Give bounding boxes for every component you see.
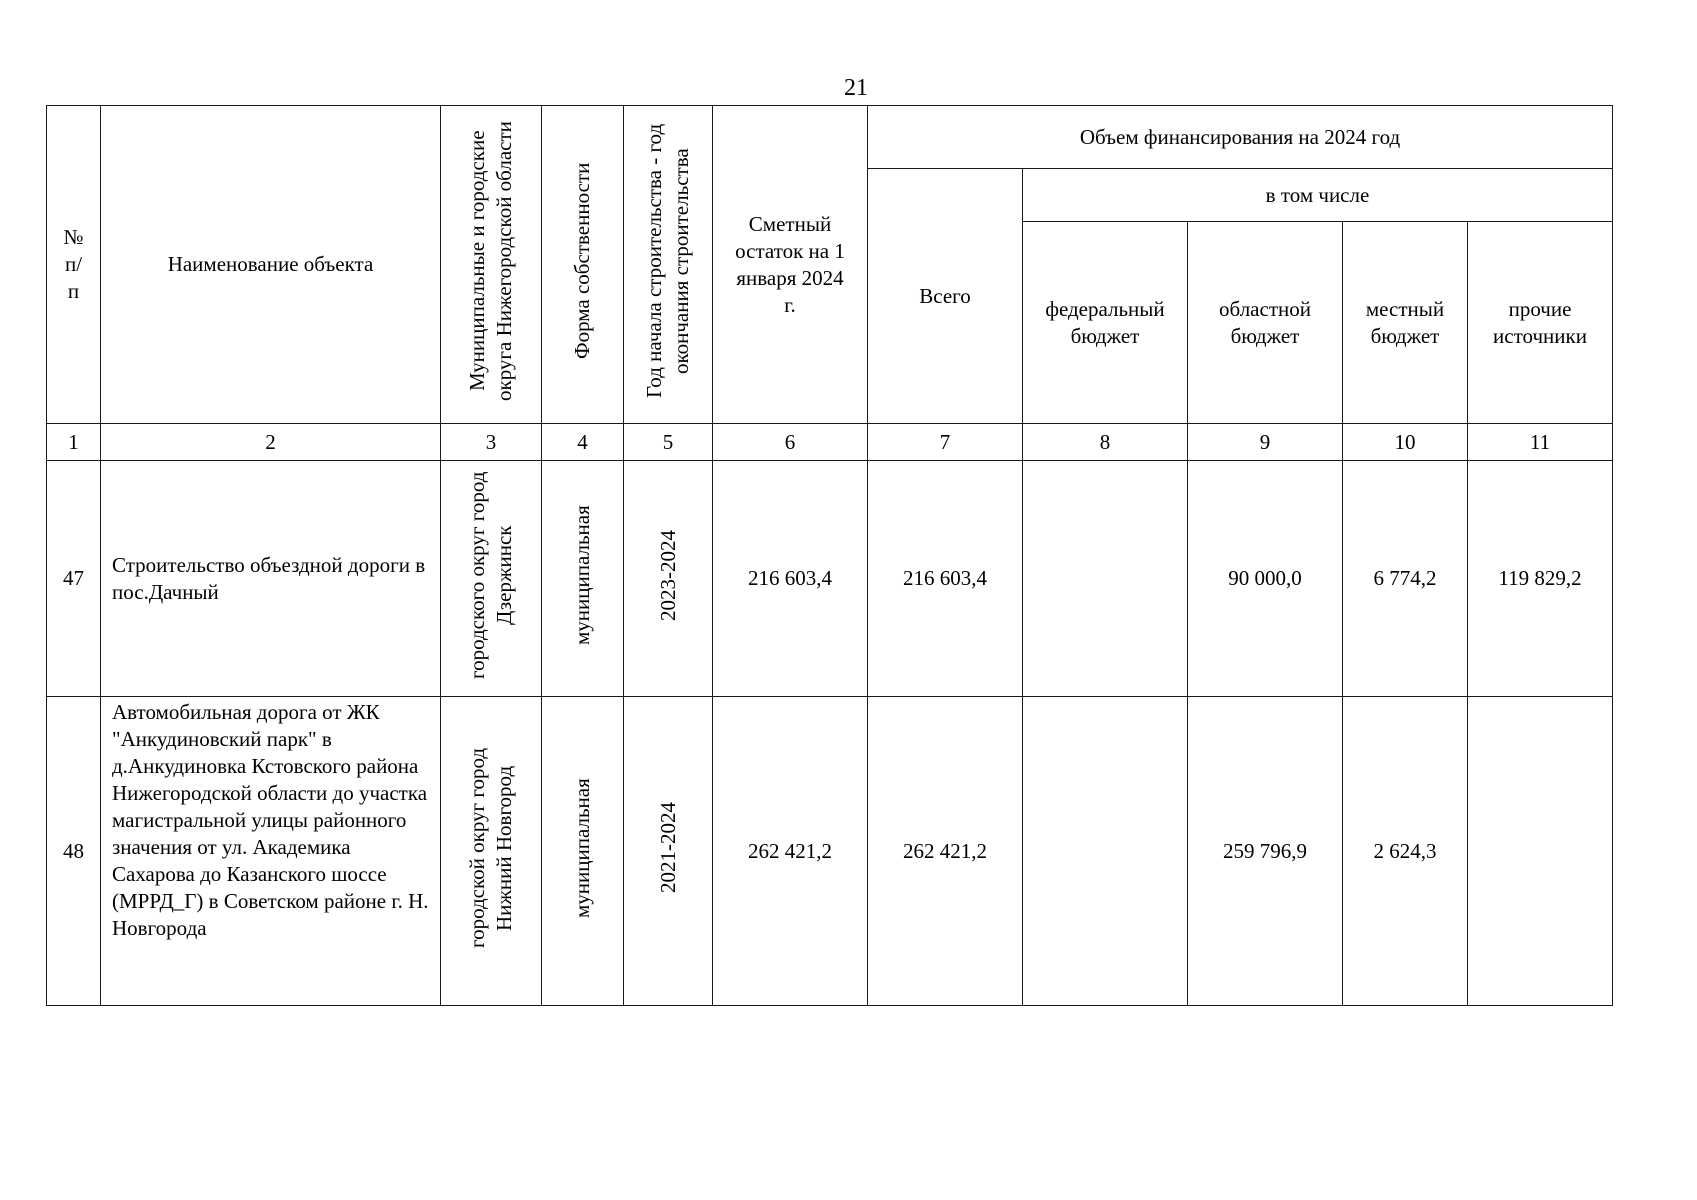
table-row — [47, 697, 1613, 1006]
ownership: муниципальная — [542, 697, 624, 1006]
construction-years: 2021-2024 — [624, 697, 713, 1006]
regional-budget: 90 000,0 — [1188, 461, 1343, 697]
federal-budget — [1023, 461, 1188, 697]
row-num: 47 — [47, 461, 101, 697]
header-name: Наименование объекта — [101, 106, 441, 424]
colnum-2: 2 — [101, 424, 441, 461]
object-name: Автомобильная дорога от ЖК "Анкудиновский парк" в д.Анкудиновка Кстовского района Нижегородской области до участка магистральной улицы районного значения от ул. Академика Сахарова до Казанского шоссе (МРРД_Г) в Советском районе г. Н. Новгорода — [101, 697, 441, 1006]
table-row — [47, 461, 1613, 697]
colnum-10: 10 — [1343, 424, 1468, 461]
page-number: 21 — [844, 75, 868, 101]
header-total: Всего — [868, 169, 1023, 424]
local-budget: 6 774,2 — [1343, 461, 1468, 697]
other-sources: 119 829,2 — [1468, 461, 1613, 697]
municipality: городского округ город Дзержинск — [441, 461, 542, 697]
federal-budget — [1023, 697, 1188, 1006]
ownership: муниципальная — [542, 461, 624, 697]
financing-table — [46, 105, 1613, 1006]
header-years: Год начала строительства - год окончания строительства — [624, 106, 713, 424]
header-local: местный бюджет — [1343, 222, 1468, 424]
construction-years: 2023-2024 — [624, 461, 713, 697]
municipality: городской округ город Нижний Новгород — [441, 697, 542, 1006]
header-other: прочие источники — [1468, 222, 1613, 424]
colnum-8: 8 — [1023, 424, 1188, 461]
other-sources — [1468, 697, 1613, 1006]
total-funding: 216 603,4 — [868, 461, 1023, 697]
estimated-balance: 262 421,2 — [713, 697, 868, 1006]
estimated-balance: 216 603,4 — [713, 461, 868, 697]
column-number-row — [47, 424, 1613, 461]
colnum-4: 4 — [542, 424, 624, 461]
object-name: Строительство объездной дороги в пос.Дачный — [101, 461, 441, 697]
colnum-7: 7 — [868, 424, 1023, 461]
header-including: в том числе — [1023, 169, 1613, 222]
colnum-11: 11 — [1468, 424, 1613, 461]
colnum-9: 9 — [1188, 424, 1343, 461]
header-federal: федеральный бюджет — [1023, 222, 1188, 424]
colnum-1: 1 — [47, 424, 101, 461]
colnum-5: 5 — [624, 424, 713, 461]
colnum-3: 3 — [441, 424, 542, 461]
header-funding-group: Объем финансирования на 2024 год — [868, 106, 1613, 169]
header-municipality: Муниципальные и городские округа Нижегородской области — [441, 106, 542, 424]
row-num: 48 — [47, 697, 101, 1006]
header-num: № п/ п — [47, 106, 101, 424]
header-ownership: Форма собственности — [542, 106, 624, 424]
header-row-1 — [47, 106, 1613, 169]
colnum-6: 6 — [713, 424, 868, 461]
header-regional: областной бюджет — [1188, 222, 1343, 424]
total-funding: 262 421,2 — [868, 697, 1023, 1006]
regional-budget: 259 796,9 — [1188, 697, 1343, 1006]
header-balance: Сметный остаток на 1 января 2024 г. — [713, 106, 868, 424]
local-budget: 2 624,3 — [1343, 697, 1468, 1006]
